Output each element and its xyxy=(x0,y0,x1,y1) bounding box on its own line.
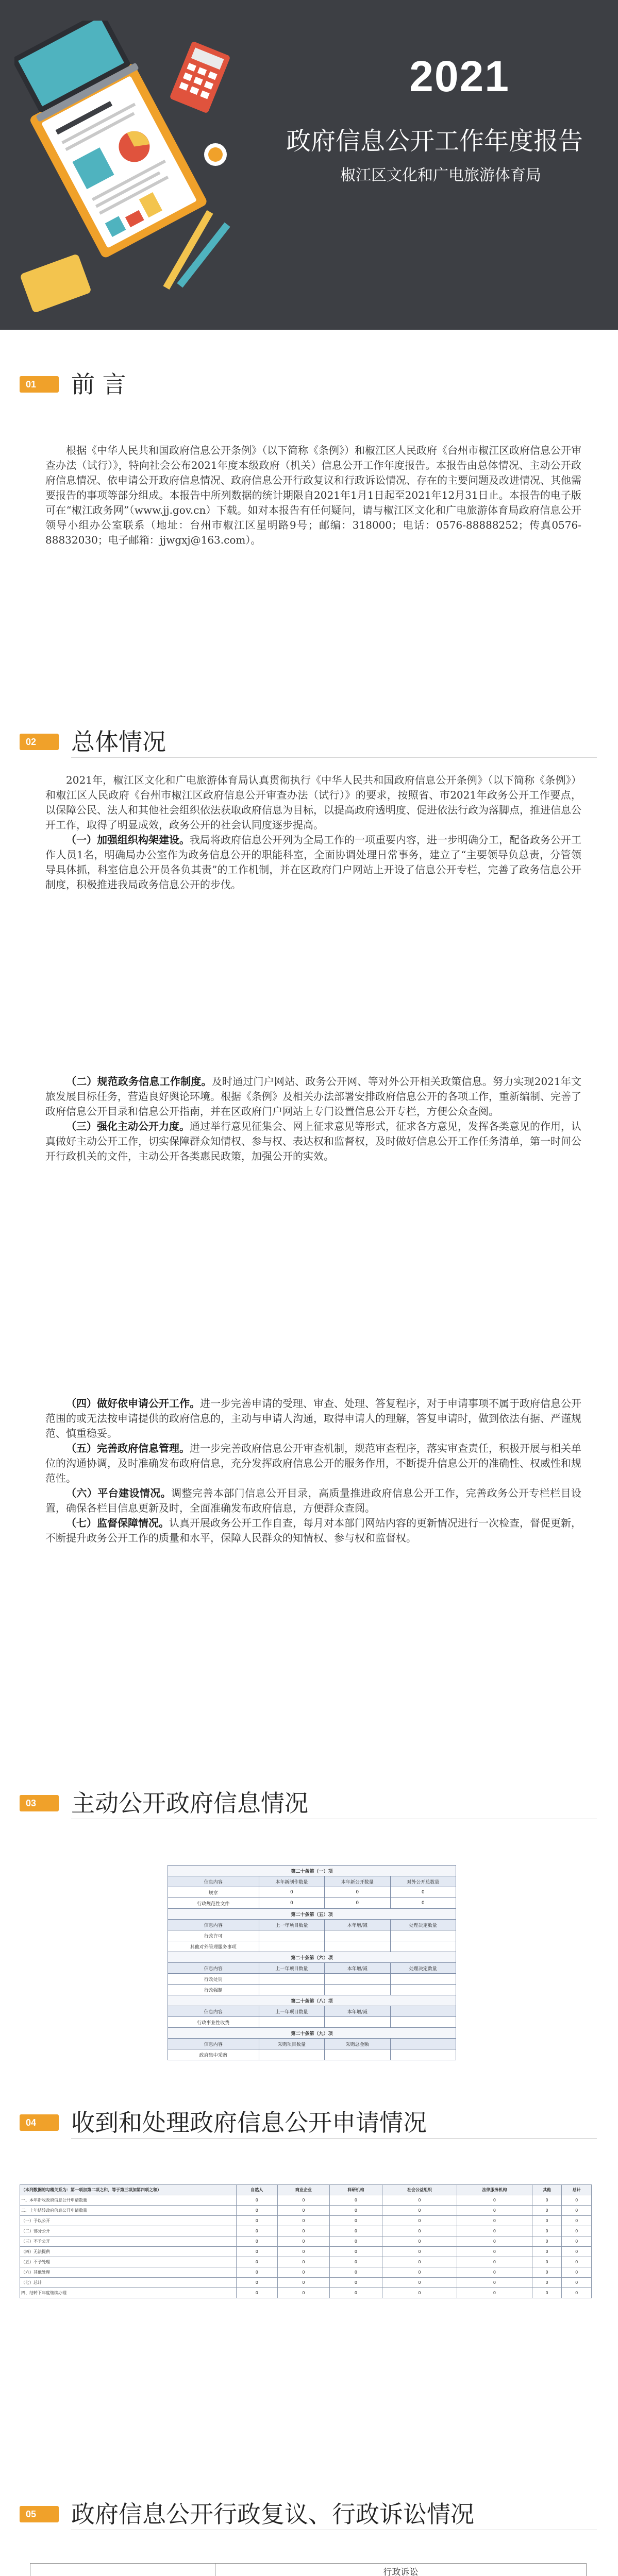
table-cell: 本年新公开数量 xyxy=(325,1876,390,1887)
table-cell xyxy=(325,2017,390,2028)
table-cell: （三）不予公开 xyxy=(20,2236,237,2247)
table-cell: （七）总计 xyxy=(20,2278,237,2288)
table-cell: 0 xyxy=(562,2257,592,2267)
table-cell: （二）部分公开 xyxy=(20,2226,237,2236)
table-row xyxy=(20,2216,592,2226)
table-cell: （六）其他处理 xyxy=(20,2267,237,2278)
table-cell: 0 xyxy=(382,2195,457,2206)
table-cell: 0 xyxy=(277,2278,330,2288)
table-cell: 0 xyxy=(532,2226,562,2236)
review-litigation-table xyxy=(30,2563,587,2576)
table-row xyxy=(168,1963,456,1974)
table-cell: 0 xyxy=(532,2247,562,2257)
table-cell: 本年增/减 xyxy=(325,1920,390,1930)
table-row xyxy=(168,1909,456,1920)
table-cell: 0 xyxy=(382,2226,457,2236)
table-cell: 行政处罚 xyxy=(168,1974,259,1985)
table-cell: 0 xyxy=(382,2267,457,2278)
report-title: 政府信息公开工作年度报告 xyxy=(286,127,583,156)
table-cell: 0 xyxy=(457,2288,532,2298)
table-cell xyxy=(390,1985,456,1995)
table-cell: 信息内容 xyxy=(168,1876,259,1887)
table-cell: 上一年项目数量 xyxy=(259,2006,324,2017)
table-cell: 本年增/减 xyxy=(325,1963,390,1974)
table-cell: 行政事业性收费 xyxy=(168,2017,259,2028)
table-cell: 0 xyxy=(532,2216,562,2226)
table-cell: 0 xyxy=(457,2195,532,2206)
section-number: 01 xyxy=(20,376,59,393)
table-cell: 0 xyxy=(277,2206,330,2216)
table-cell: 0 xyxy=(532,2267,562,2278)
overview-lead: （三）强化主动公开力度。 xyxy=(66,1120,190,1132)
table-cell xyxy=(390,1930,456,1941)
table-header-cell: （本列数据的勾稽关系为：第一项加第二项之和，等于第三项加第四项之和） xyxy=(20,2185,237,2195)
table-header-cell: 商业企业 xyxy=(277,2185,330,2195)
table-cell: 政府集中采购 xyxy=(168,2049,259,2060)
table-cell: 0 xyxy=(562,2288,592,2298)
table-header-row xyxy=(20,2185,592,2195)
table-row xyxy=(168,1920,456,1930)
table-cell: 第二十条第（五）项 xyxy=(168,1909,456,1920)
table-cell: 其他对外管理服务事项 xyxy=(168,1941,259,1952)
table-cell: （四）无法提供 xyxy=(20,2247,237,2257)
table-cell: 0 xyxy=(330,2236,382,2247)
table-cell: 0 xyxy=(237,2278,278,2288)
section-title: 主动公开政府信息情况 xyxy=(71,1789,308,1817)
table-cell: 0 xyxy=(237,2206,278,2216)
table-cell: 0 xyxy=(457,2206,532,2216)
table-cell: 0 xyxy=(457,2236,532,2247)
section-divider xyxy=(71,2138,597,2139)
section-header-preface xyxy=(20,369,597,400)
table-cell: 0 xyxy=(562,2195,592,2206)
table-cell: 上一年项目数量 xyxy=(259,1920,324,1930)
table-cell: 0 xyxy=(330,2247,382,2257)
table-cell: 0 xyxy=(325,1898,390,1909)
table-cell: 行政规范性文件 xyxy=(168,1898,259,1909)
table-cell: 采购项目数量 xyxy=(259,2039,324,2049)
table-row xyxy=(168,2028,456,2039)
table-cell: 0 xyxy=(237,2288,278,2298)
table-cell xyxy=(259,2017,324,2028)
table-cell: 第二十条第（六）项 xyxy=(168,1952,456,1963)
table-cell: 0 xyxy=(259,1887,324,1898)
overview-paragraph: （七）监督保障情况。认真开展政务公开工作自查，每月对本部门网站内容的更新情况进行一次检查，督促更新，不断提升政务公开工作的质量和水平，保障人民群众的知情权、参与权和监督权。 xyxy=(45,1517,581,1544)
table-cell: 采购总金额 xyxy=(325,2039,390,2049)
overview-paragraph: （三）强化主动公开力度。通过举行意见征集会、网上征求意见等形式，征求各方意见，发挥各类意见的作用，认真做好主动公开工作，切实保障群众知情权、参与权、表达权和监督权，及时做好信息公开工作任务清单，第一时间公开行政机关的文件，主动公开各类惠民政策，加强公开的实效。 xyxy=(45,1120,581,1162)
overview-text-c xyxy=(45,1396,581,1546)
table-cell: 第二十条第（八）项 xyxy=(168,1995,456,2006)
table-row xyxy=(20,2226,592,2236)
table-cell: 0 xyxy=(382,2236,457,2247)
table-cell: 信息内容 xyxy=(168,1920,259,1930)
overview-paragraph: （二）规范政务信息工作制度。及时通过门户网站、政务公开网、等对外公开相关政策信息。努力实现2021年文旅发展目标任务，营造良好舆论环境。根据《条例》及相关办法部署安排政府信息公开的各项工作，重新编制、完善了政府信息公开目录和信息公开指南，并在区政府门户网站上专门设置信息公开专栏，方便公众查阅。 xyxy=(45,1075,582,1117)
table-cell: 0 xyxy=(237,2226,278,2236)
table-header-cell: 其他 xyxy=(532,2185,562,2195)
table-cell: 0 xyxy=(330,2278,382,2288)
table-cell: 0 xyxy=(330,2257,382,2267)
table-cell xyxy=(325,1985,390,1995)
table-row xyxy=(168,1930,456,1941)
table-cell: 0 xyxy=(562,2267,592,2278)
table-header-cell: 行政诉讼 xyxy=(215,2564,586,2576)
table-cell: 0 xyxy=(237,2247,278,2257)
table-row xyxy=(20,2257,592,2267)
table-row xyxy=(168,1974,456,1985)
table-cell xyxy=(390,2049,456,2060)
overview-text-a xyxy=(45,773,581,892)
table-cell: 0 xyxy=(382,2247,457,2257)
table-cell: 处理决定数量 xyxy=(390,1963,456,1974)
table-cell: 0 xyxy=(277,2267,330,2278)
table-cell: 0 xyxy=(532,2206,562,2216)
section-header-applications xyxy=(20,2107,597,2138)
table-cell: 0 xyxy=(237,2267,278,2278)
overview-text-b xyxy=(45,1074,581,1164)
overview-lead: （一）加强组织构架建设。 xyxy=(66,834,190,846)
overview-lead: （二）规范政务信息工作制度。 xyxy=(66,1075,212,1088)
table-cell xyxy=(259,1930,324,1941)
table-cell xyxy=(259,1974,324,1985)
table-cell: 二、上年结转政府信息公开申请数量 xyxy=(20,2206,237,2216)
table-header-cell: 社会公益组织 xyxy=(382,2185,457,2195)
section-number: 04 xyxy=(20,2114,59,2131)
table-row xyxy=(168,2006,456,2017)
section-divider xyxy=(71,757,597,758)
table-cell xyxy=(325,2049,390,2060)
section-title: 总体情况 xyxy=(71,728,166,756)
table-cell: 0 xyxy=(562,2206,592,2216)
table-header-cell: 科研机构 xyxy=(330,2185,382,2195)
table-cell xyxy=(390,2006,456,2017)
table-cell: 0 xyxy=(532,2278,562,2288)
table-row xyxy=(168,1898,456,1909)
table-cell: 0 xyxy=(390,1887,456,1898)
table-cell: 0 xyxy=(382,2278,457,2288)
table-row xyxy=(20,2267,592,2278)
table-cell: 第二十条第（九）项 xyxy=(168,2028,456,2039)
table-cell: 0 xyxy=(237,2236,278,2247)
table-cell xyxy=(325,1930,390,1941)
table-header-cell xyxy=(30,2564,215,2576)
table-cell xyxy=(325,1974,390,1985)
table-cell: 0 xyxy=(532,2236,562,2247)
table-cell: 规章 xyxy=(168,1887,259,1898)
table-cell xyxy=(325,1941,390,1952)
section-header-overview xyxy=(20,726,597,757)
section-title: 收到和处理政府信息公开申请情况 xyxy=(71,2109,427,2137)
table-cell: 行政许可 xyxy=(168,1930,259,1941)
table-cell: 信息内容 xyxy=(168,2006,259,2017)
section-number: 03 xyxy=(20,1795,59,1811)
table-row xyxy=(168,1887,456,1898)
table-cell: 0 xyxy=(277,2216,330,2226)
table-cell: 本年新制作数量 xyxy=(259,1876,324,1887)
section-number: 02 xyxy=(20,734,59,750)
preface-text xyxy=(45,443,581,548)
section-title: 政府信息公开行政复议、行政诉讼情况 xyxy=(71,2500,474,2528)
table-cell: 0 xyxy=(382,2257,457,2267)
table-header-cell: 总计 xyxy=(562,2185,592,2195)
overview-paragraph: 2021年，椒江区文化和广电旅游体育局认真贯彻执行《中华人民共和国政府信息公开条例》（以下简称《条例》）和椒江区人民政府《台州市椒江区政府信息公开审查办法（试行）》的要求，按照省、市2021年政务公开工作要点，以保障公民、法人和其他社会组织依法获取政府信息为目标，以提高政府透明度、促进依法行政为落脚点，推进信息公开工作，取得了明显成效，政务公开的社会认同度逐步提高。 xyxy=(45,774,581,831)
table-cell: 0 xyxy=(277,2236,330,2247)
table-cell: 0 xyxy=(382,2216,457,2226)
table-cell: 0 xyxy=(532,2195,562,2206)
table-row xyxy=(168,2049,456,2060)
overview-paragraph: （五）完善政府信息管理。进一步完善政府信息公开审查机制，规范审查程序，落实审查责任，积极开展与相关单位的沟通协调，及时准确发布政府信息，充分发挥政府信息公开的服务作用，不断提升信息公开的准确性、权威性和规范性。 xyxy=(45,1442,581,1484)
table-cell: 0 xyxy=(330,2206,382,2216)
table-cell xyxy=(259,1985,324,1995)
table-cell: 信息内容 xyxy=(168,2039,259,2049)
table-cell: 0 xyxy=(277,2247,330,2257)
table-cell: 信息内容 xyxy=(168,1963,259,1974)
agency-name: 椒江区文化和广电旅游体育局 xyxy=(340,166,541,184)
table-cell: 0 xyxy=(390,1898,456,1909)
table-cell: 0 xyxy=(562,2236,592,2247)
table-row xyxy=(30,2564,587,2576)
table-row xyxy=(168,1952,456,1963)
table-cell: 0 xyxy=(330,2267,382,2278)
table-row xyxy=(168,1941,456,1952)
table-row xyxy=(168,1995,456,2006)
overview-paragraph: （六）平台建设情况。调整完善本部门信息公开目录，高质量推进政府信息公开工作，完善政务公开专栏栏目设置，确保各栏目信息更新及时，全面准确发布政府信息，方便群众查阅。 xyxy=(45,1487,582,1514)
table-cell: 0 xyxy=(237,2257,278,2267)
table-cell: 0 xyxy=(277,2226,330,2236)
table-cell: （五）不予处理 xyxy=(20,2257,237,2267)
table-row xyxy=(20,2247,592,2257)
section-number: 05 xyxy=(20,2506,59,2522)
table-cell: 0 xyxy=(277,2257,330,2267)
table-row xyxy=(20,2206,592,2216)
table-cell: 0 xyxy=(562,2216,592,2226)
table-row xyxy=(20,2195,592,2206)
section-header-review xyxy=(20,2499,597,2530)
table-cell: 0 xyxy=(457,2267,532,2278)
table-cell: 对外公开总数量 xyxy=(390,1876,456,1887)
proactive-disclosure-table xyxy=(168,1865,456,2060)
table-row xyxy=(168,2039,456,2049)
table-header-cell: 法律服务机构 xyxy=(457,2185,532,2195)
table-row xyxy=(20,2236,592,2247)
table-cell: 0 xyxy=(532,2288,562,2298)
section-title: 前 言 xyxy=(71,370,126,398)
table-cell: 0 xyxy=(325,1887,390,1898)
applications-table xyxy=(20,2184,592,2298)
table-cell xyxy=(259,1941,324,1952)
table-cell: 0 xyxy=(562,2278,592,2288)
overview-lead: （六）平台建设情况。 xyxy=(66,1487,172,1499)
report-year: 2021 xyxy=(409,52,510,100)
table-row xyxy=(20,2278,592,2288)
section-header-proactive xyxy=(20,1788,597,1819)
table-cell: 0 xyxy=(330,2195,382,2206)
table-cell: 0 xyxy=(382,2206,457,2216)
table-cell: 处理决定数量 xyxy=(390,1920,456,1930)
table-row xyxy=(168,1985,456,1995)
table-cell: 0 xyxy=(382,2288,457,2298)
table-cell: 四、结转下年度继续办理 xyxy=(20,2288,237,2298)
table-cell: 0 xyxy=(330,2226,382,2236)
table-cell xyxy=(390,2039,456,2049)
table-cell: 0 xyxy=(532,2257,562,2267)
table-cell xyxy=(259,2049,324,2060)
hero-banner xyxy=(0,0,618,330)
table-cell: 0 xyxy=(457,2257,532,2267)
table-cell: 0 xyxy=(330,2216,382,2226)
table-row xyxy=(20,2288,592,2298)
table-cell: 0 xyxy=(237,2216,278,2226)
table-cell: 0 xyxy=(277,2288,330,2298)
table-cell: 本年增/减 xyxy=(325,2006,390,2017)
preface-paragraph: 根据《中华人民共和国政府信息公开条例》（以下简称《条例》）和椒江区人民政府《台州市椒江区政府信息公开审查办法（试行）》，特向社会公布2021年度本级政府（机关）信息公开工作年度报告。本报告由总体情况、主动公开政府信息情况、依申请公开政府信息情况、政府信息公开行政复议和行政诉讼情况、存在的主要问题及改进情况、其他需要报告的事项等部分组成。本报告中所列数据的统计期限自2021年1月1日起至2021年12月31日止。本报告的电子版可在“椒江政务网”（www.jj.gov.cn）下载。如对本报告有任何疑问，请与椒江区文化和广电旅游体育局政府信息公开领导小组办公室联系（地址：台州市椒江区星明路9号；邮编：318000；电话：0576-88888252；传真0576-88832030；电子邮箱：jjwgxj@163.com）。 xyxy=(45,444,581,546)
table-cell: 0 xyxy=(259,1898,324,1909)
table-cell: 0 xyxy=(562,2226,592,2236)
table-cell: 0 xyxy=(330,2288,382,2298)
overview-paragraph: （四）做好依申请公开工作。进一步完善申请的受理、审查、处理、答复程序，对于申请事项不属于政府信息公开范围的或无法按申请提供的政府信息的，主动与申请人沟通，取得申请人的理解，答复申请时，做到依法有据、严谨规范、慎重稳妥。 xyxy=(45,1397,581,1439)
office-desk-illustration xyxy=(14,21,236,319)
table-cell: （一）予以公开 xyxy=(20,2216,237,2226)
table-cell: 一、本年新收政府信息公开申请数量 xyxy=(20,2195,237,2206)
table-cell: 0 xyxy=(457,2247,532,2257)
table-row xyxy=(168,1876,456,1887)
table-cell: 行政强制 xyxy=(168,1985,259,1995)
overview-paragraph: （一）加强组织构架建设。我局将政府信息公开列为全局工作的一项重要内容，进一步明确分工，配备政务公开工作人员1名，明确局办公室作为政务信息公开的职能科室，全面协调处理日常事务，建立了“主要领导负总责，分管领导具体抓，科室信息公开员各负其责”的工作机制，并在区政府门户网站上开设了信息公开专栏，完善了政务信息公开制度，积极推进我局政务信息公开的步伐。 xyxy=(45,834,581,891)
table-header-cell: 自然人 xyxy=(237,2185,278,2195)
table-row xyxy=(168,1866,456,1876)
overview-lead: （七）监督保障情况。 xyxy=(66,1517,169,1529)
table-cell: 0 xyxy=(457,2216,532,2226)
overview-lead: （五）完善政府信息管理。 xyxy=(66,1442,190,1454)
overview-lead: （四）做好依申请公开工作。 xyxy=(66,1397,200,1410)
table-cell: 0 xyxy=(237,2195,278,2206)
table-cell: 0 xyxy=(277,2195,330,2206)
table-cell: 0 xyxy=(457,2226,532,2236)
table-row xyxy=(168,2017,456,2028)
table-cell xyxy=(390,2017,456,2028)
table-cell: 0 xyxy=(562,2247,592,2257)
table-cell xyxy=(390,1941,456,1952)
table-cell: 第二十条第（一）项 xyxy=(168,1866,456,1876)
table-cell xyxy=(390,1974,456,1985)
table-cell: 0 xyxy=(457,2278,532,2288)
table-cell: 上一年项目数量 xyxy=(259,1963,324,1974)
